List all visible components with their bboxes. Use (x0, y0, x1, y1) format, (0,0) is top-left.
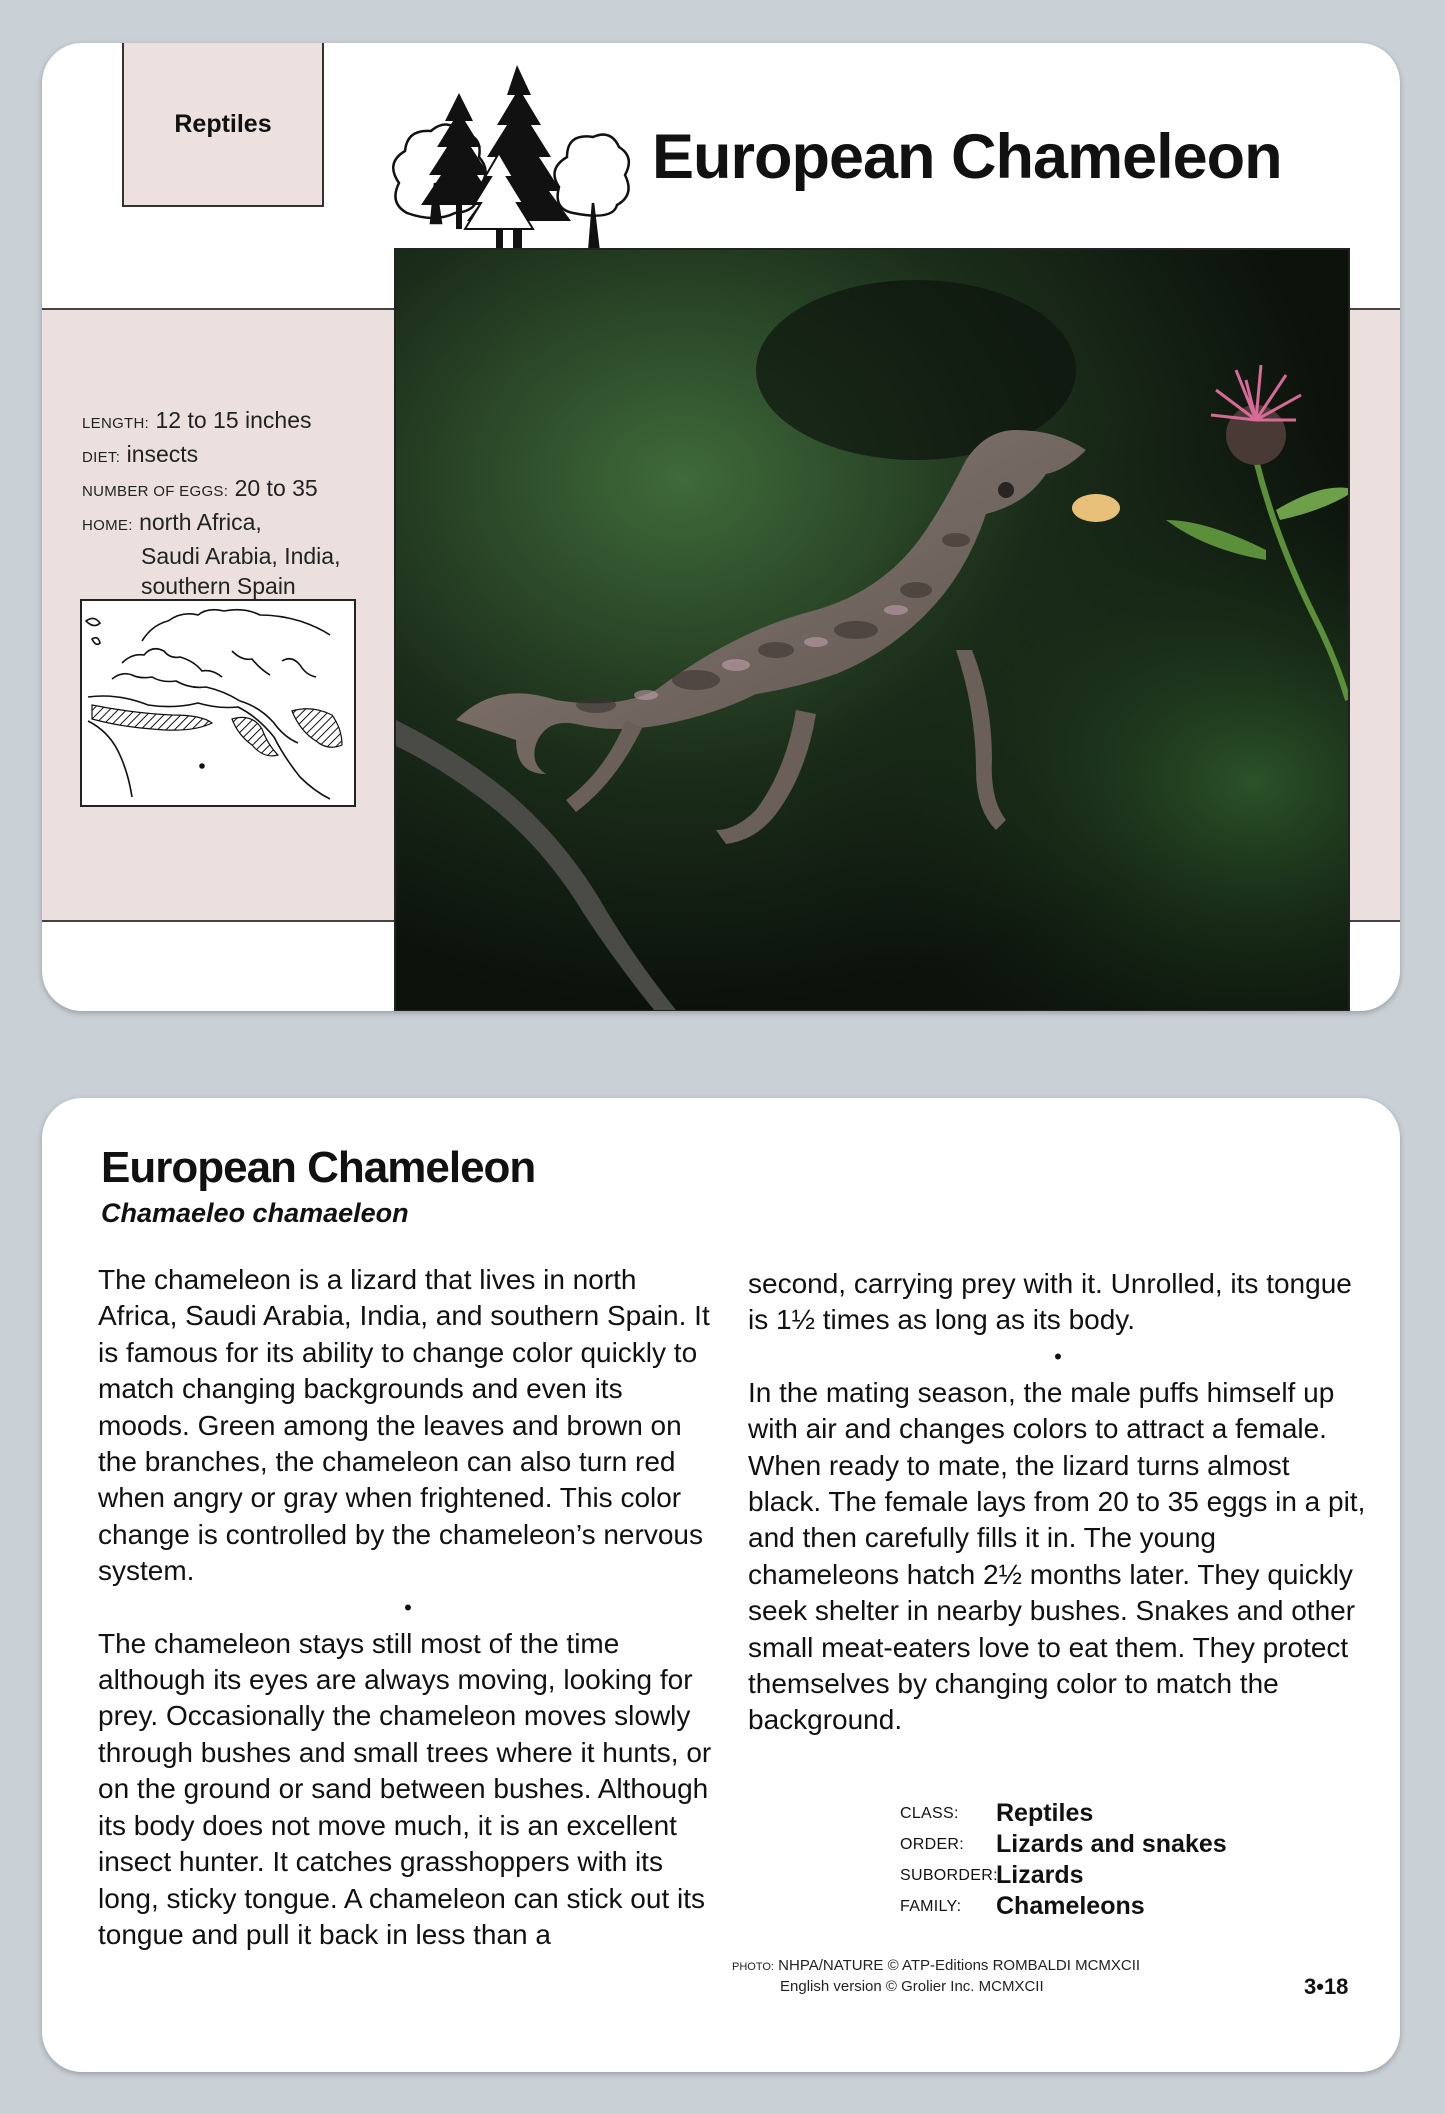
family-row (900, 1891, 1227, 1922)
credit-text-1: NHPA/NATURE © ATP-Editions ROMBALDI MCMXCII (778, 1957, 1141, 1974)
paragraph-1: The chameleon is a lizard that lives in north Africa, Saudi Arabia, India, and southern Spain. It is famous for its ability to change color quickly to match changing backgrounds and even its moods. Green among the leaves and brown on the branches, the chameleon can also turn red when angry or gray when frightened. This color change is controlled by the chameleon’s nervous system. (98, 1264, 710, 1587)
class-label: CLASS: (900, 1805, 959, 1822)
order-value: Lizards and snakes (996, 1830, 1227, 1858)
classification (900, 1798, 1227, 1922)
family-label: FAMILY: (900, 1898, 962, 1915)
category-box (122, 43, 324, 207)
home-value-1: north Africa, (139, 509, 262, 535)
chameleon-illustration (396, 250, 1348, 1010)
paragraph-3: second, carrying prey with it. Unrolled, its tongue is 1½ times as long as its body. (748, 1268, 1352, 1336)
scientific-name: Chamaeleo chamaeleon (101, 1198, 409, 1228)
fact-diet (82, 439, 392, 473)
range-map-drawing (82, 601, 354, 805)
eggs-label: NUMBER OF EGGS: (82, 483, 229, 500)
front-card (42, 43, 1400, 1011)
photo-label: PHOTO: (732, 1961, 774, 1973)
order-row (900, 1829, 1227, 1860)
card-number: 3•18 (1304, 1974, 1349, 1999)
range-map (80, 599, 356, 807)
fact-length (82, 405, 392, 439)
back-card (42, 1098, 1400, 2072)
diet-label: DIET: (82, 449, 121, 466)
home-value-3: southern Spain (141, 573, 296, 599)
order-label: ORDER: (900, 1836, 965, 1853)
eggs-value: 20 to 35 (234, 475, 318, 501)
length-value: 12 to 15 inches (155, 407, 312, 433)
home-label: HOME: (82, 517, 133, 534)
credit-line-2: English version © Grolier Inc. MCMXCII (780, 1978, 1044, 1995)
fact-list (82, 405, 392, 601)
paragraph-2: The chameleon stays still most of the time although its eyes are always moving, looking for prey. Occasionally the chameleon moves slowly through bushes and small trees where it hunts, or on the ground or sand between bushes. Although its body does not move much, it is an excellent insect hunter. It catches grasshoppers with its long, sticky tongue. A chameleon can stick out its tongue and pull it back in less than a (98, 1627, 712, 1950)
text-column-left (98, 1262, 718, 1953)
suborder-value: Lizards (996, 1861, 1084, 1889)
separator-dot: • (1054, 1343, 1062, 1369)
chameleon-photo (394, 248, 1350, 1011)
fact-home (82, 507, 392, 541)
class-row (900, 1798, 1227, 1829)
forest-habitat-icon (387, 63, 632, 268)
family-value: Chameleons (996, 1892, 1145, 1920)
suborder-row (900, 1860, 1227, 1891)
back-title: European Chameleon (101, 1143, 536, 1192)
credit-line-1 (732, 1956, 1140, 1977)
category-label: Reptiles (174, 109, 272, 138)
front-title: European Chameleon (652, 122, 1282, 192)
length-label: LENGTH: (82, 415, 150, 432)
suborder-label: SUBORDER: (900, 1867, 998, 1884)
separator-dot: • (404, 1594, 412, 1620)
fact-eggs (82, 473, 392, 507)
paragraph-4: In the mating season, the male puffs himself up with air and changes colors to attract a female. When ready to mate, the lizard turns almost black. The female lays from 20 to 35 eggs in a pit, and then carefully fills it in. The young chameleons hatch 2½ months later. They quickly seek shelter in nearby bushes. Snakes and other small meat-eaters love to eat them. They protect themselves by changing color to match the background. (748, 1376, 1366, 1736)
text-column-right (748, 1266, 1368, 1739)
diet-value: insects (126, 441, 199, 467)
photo-credits (732, 1956, 1140, 1996)
home-value-2: Saudi Arabia, India, (141, 543, 341, 569)
trees-icon (387, 63, 632, 268)
class-value: Reptiles (996, 1799, 1094, 1827)
